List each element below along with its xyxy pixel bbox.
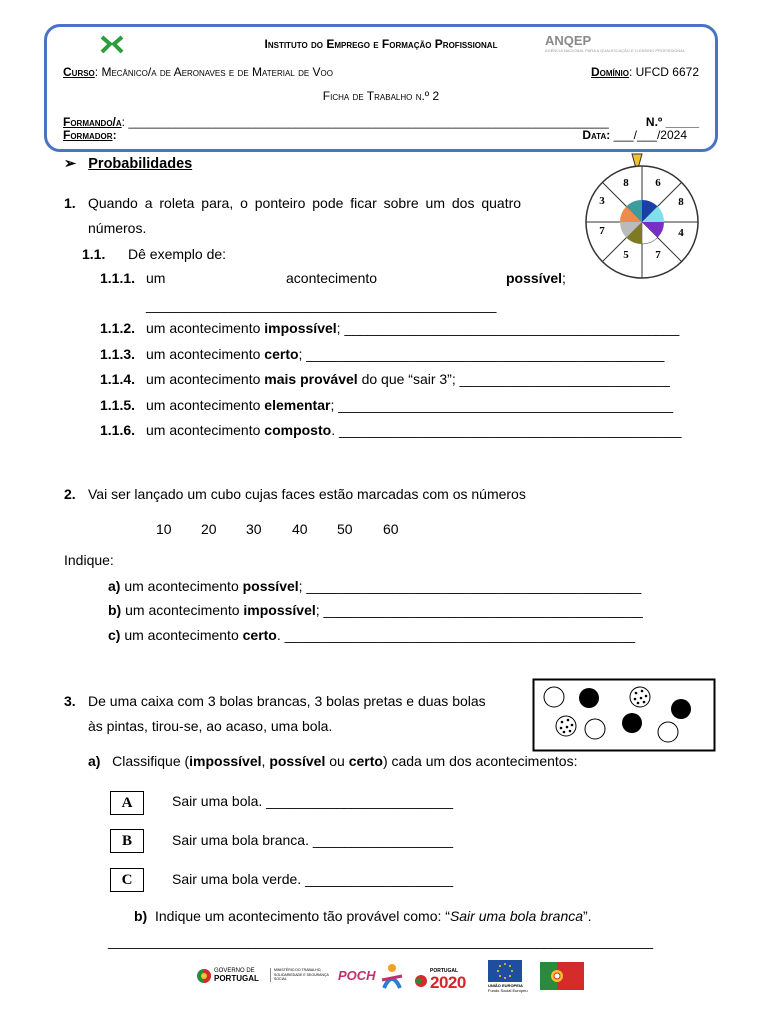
- cube-face: 40: [292, 521, 308, 537]
- answer-line: _____________________________________________: [146, 297, 497, 313]
- q3-b: b) Indique um acontecimento tão provável como: “Sair uma bola branca”.: [134, 908, 592, 924]
- item-number: 1.1.4.: [100, 371, 136, 387]
- roulette-number: 7: [599, 225, 605, 237]
- item-text: um acontecimento mais provável do que “sair 3”; ___________________________: [146, 371, 670, 387]
- event-text: Sair uma bola. ________________________: [172, 793, 454, 809]
- q2-item: a) um acontecimento possível; ___________________________________________: [108, 578, 642, 594]
- q2-indique: Indique:: [64, 552, 114, 568]
- roulette-number: 4: [678, 227, 684, 239]
- document-header: [44, 24, 718, 152]
- portugal-2020-logo: PORTUGAL 2020: [414, 962, 486, 994]
- q3-b-answer-line: ______________________________________________________________________: [108, 933, 654, 949]
- roulette-number: 3: [599, 195, 605, 207]
- footer-logos: [196, 960, 586, 996]
- cube-face: 50: [337, 521, 353, 537]
- white-ball-icon: [585, 719, 605, 739]
- item-number: 1.1.6.: [100, 422, 136, 438]
- trainee-line: Formando/a: ________________________________________________________________________ N.º _____: [63, 115, 699, 129]
- q2-item: b) um acontecimento impossível; _________________________________________: [108, 602, 643, 618]
- white-ball-icon: [544, 687, 564, 707]
- q2-number: 2.: [64, 486, 76, 502]
- event-text: Sair uma bola verde. ___________________: [172, 871, 454, 887]
- roulette-number: 6: [655, 177, 661, 189]
- black-ball-icon: [671, 699, 691, 719]
- black-ball-icon: [622, 713, 642, 733]
- event-box-a: A: [110, 791, 144, 815]
- ball-box: [532, 678, 716, 752]
- q3-text-line1: De uma caixa com 3 bolas brancas, 3 bolas pretas e duas bolas: [88, 693, 486, 709]
- cube-face: 30: [246, 521, 262, 537]
- q2-text: Vai ser lançado um cubo cujas faces estão marcadas com os números: [88, 486, 526, 502]
- item-text: possível;: [506, 270, 566, 286]
- q1-sub-number: 1.1.: [82, 246, 106, 262]
- item-number: 1.1.1.: [100, 270, 136, 286]
- q3-a: a) Classifique (impossível, possível ou certo) cada um dos acontecimentos:: [88, 753, 578, 769]
- white-ball-icon: [658, 722, 678, 742]
- roulette-number: 7: [655, 249, 661, 261]
- item-number: 1.1.2.: [100, 320, 136, 336]
- cube-face: 60: [383, 521, 399, 537]
- event-box-c: C: [110, 868, 144, 892]
- eu-flag-icon: [488, 960, 522, 982]
- event-text: Sair uma bola branca. __________________: [172, 832, 454, 848]
- q3-number: 3.: [64, 693, 76, 709]
- course-line: Curso: Mecânico/a de Aeronaves e de Material de Voo Domínio: UFCD 6672: [63, 65, 699, 79]
- q2-item: c) um acontecimento certo. _____________________________________________: [108, 627, 636, 643]
- portuguese-republic-flag: [540, 962, 584, 992]
- item-text: um acontecimento certo; ______________________________________________: [146, 346, 665, 362]
- portugal-flag-rect-icon: [540, 962, 584, 990]
- cube-face: 10: [156, 521, 172, 537]
- eu-logo: UNIÃO EUROPEIA Fundo Social Europeu: [488, 960, 530, 996]
- item-text: um acontecimento elementar; ___________________________________________: [146, 397, 674, 413]
- poch-figure-icon: [380, 962, 404, 992]
- roulette-wheel: [578, 150, 706, 280]
- q1-sub-text: Dê exemplo de:: [128, 246, 227, 262]
- poch-logo: POCH: [338, 962, 408, 994]
- anqep-logo: ANQEP AGÊNCIA NACIONAL PARA A QUALIFICAÇÃO E O ENSINO PROFISSIONAL: [544, 33, 685, 53]
- roulette-number: 5: [623, 249, 629, 261]
- item-number: 1.1.3.: [100, 346, 136, 362]
- item-text: um: [146, 270, 166, 286]
- item-number: 1.1.5.: [100, 397, 136, 413]
- dotted-ball-icon: [630, 687, 650, 707]
- roulette-number: 8: [678, 196, 684, 208]
- worksheet-title: Ficha de Trabalho n.º 2: [322, 89, 440, 103]
- q1-text-line1: Quando a roleta para, o ponteiro pode ficar sobre um dos quatro: [88, 195, 522, 211]
- institute-name: Instituto do Emprego e Formação Profissional: [264, 37, 498, 51]
- q1-number: 1.: [64, 195, 76, 211]
- trainer-line: Formador: Data: ___/___/2024: [63, 128, 687, 142]
- section-title: ➢ Probabilidades: [64, 156, 193, 172]
- portugal-2020-mark-icon: [414, 974, 428, 988]
- event-box-b: B: [110, 829, 144, 853]
- q3-text-line2: às pintas, tirou-se, ao acaso, uma bola.: [88, 718, 333, 734]
- governo-portugal-logo: GOVERNO DE PORTUGAL: [196, 964, 262, 990]
- cube-face: 20: [201, 521, 217, 537]
- roulette-number: 8: [623, 177, 629, 189]
- black-ball-icon: [579, 688, 599, 708]
- ministry-text: MINISTÉRIO DO TRABALHO, SOLIDARIEDADE E SEGURANÇA SOCIAL: [270, 968, 334, 982]
- item-text: um acontecimento impossível; ___________________________________________: [146, 320, 680, 336]
- arrow-bullet-icon: ➢: [64, 156, 77, 172]
- q1-text-line2: números.: [88, 220, 147, 236]
- item-text: um acontecimento composto. ____________________________________________: [146, 422, 682, 438]
- portugal-flag-icon: [196, 968, 212, 984]
- item-text: acontecimento: [286, 270, 378, 286]
- dotted-ball-icon: [556, 716, 576, 736]
